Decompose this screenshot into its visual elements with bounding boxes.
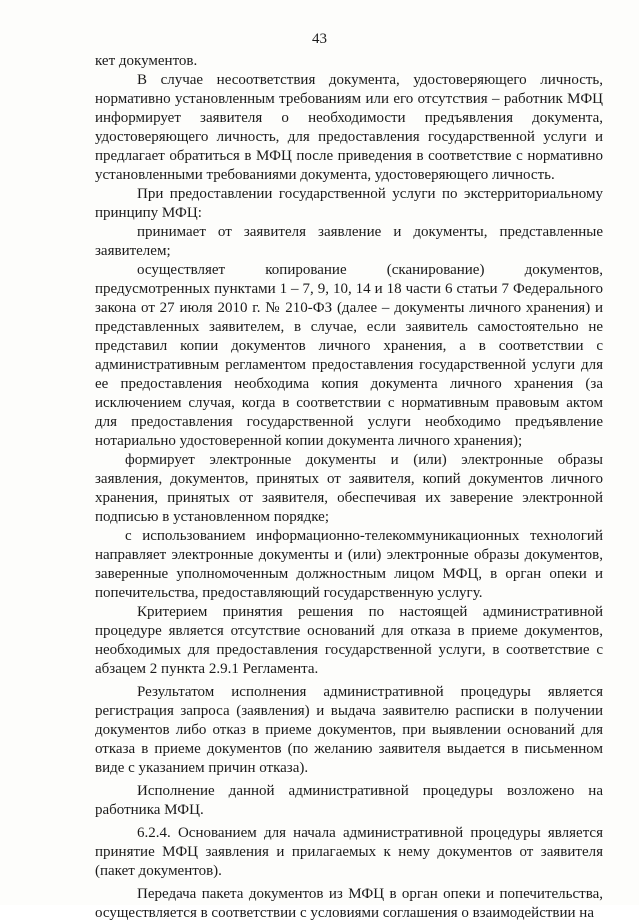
paragraph-6-2-4: 6.2.4. Основанием для начала административной процедуры является принятие МФЦ заявления и прилагаемых к нему документов от заявителя (пакет документов).: [95, 825, 603, 879]
paragraph-copying: осуществляет копирование (сканирование) документов, предусмотренных пунктами 1 – 7, 9, 10, 14 и 18 части 6 статьи 7 Федерального закона от 27 июля 2010 г. № 210-ФЗ (далее – документы личного хранения) и представленных заявителем, в случае, если заявитель самостоятельно не представил копии документов личного хранения, а в соответствии с административным регламентом предоставления государственной услуги для ее предоставления необходима копия документа личного хранения (за исключением случая, когда в соответствии с нормативным правовым актом для предоставления государственной услуги необходимо предъявление нотариально удостоверенной копии документа личного хранения);: [95, 262, 603, 449]
paragraph-result: Результатом исполнения административной процедуры является регистрация запроса (заявления) и выдача заявителю расписки в получении документов либо отказ в приеме документов, при выявлении оснований для отказа в приеме документов (по желанию заявителя выдается в письменном виде с указанием причин отказа).: [95, 684, 603, 776]
paragraph-accepts-application: принимает от заявителя заявление и документы, представленные заявителем;: [95, 224, 603, 259]
paragraph-sends-electronic: с использованием информационно-телекоммуникационных технологий направляет электронные документы и (или) электронные образы документов, заверенные уполномоченным должностным лицом МФЦ, в орган опеки и попечительства, предоставляющий государственную услугу.: [95, 528, 603, 601]
page-number: 43: [312, 31, 327, 47]
paragraph-decision-criterion: Критерием принятия решения по настоящей административной процедуре является отсутствие оснований для отказа в приеме документов, необходимых для предоставления государственной услуги, в соответствие с абзацем 2 пункта 2.9.1 Регламента.: [95, 604, 603, 677]
paragraph-execution: Исполнение данной административной процедуры возложено на работника МФЦ.: [95, 783, 603, 818]
paragraph-package-transfer: Передача пакета документов из МФЦ в орган опеки и попечительства, осуществляется в соответствии с условиями соглашения о взаимодействии на: [95, 886, 603, 921]
paragraph-continuation: кет документов.: [95, 53, 198, 69]
paragraph-forms-electronic: формирует электронные документы и (или) электронные образы заявления, документов, принятых от заявителя, копий документов личного хранения, принятых от заявителя, обеспечивая их заверение электронной подписью в установленном порядке;: [95, 452, 603, 525]
document-body: [95, 52, 603, 923]
paragraph-extraterritorial: При предоставлении государственной услуги по экстерриториальному принципу МФЦ:: [95, 186, 603, 221]
paragraph-identity-document: В случае несоответствия документа, удостоверяющего личность, нормативно установленным требованиям или его отсутствия – работник МФЦ информирует заявителя о необходимости предъявления документа, удостоверяющего личность, для предоставления государственной услуги и предлагает обратиться в МФЦ после приведения в соответствие с нормативно установленными требованиями документа, удостоверяющего личность.: [95, 72, 603, 183]
